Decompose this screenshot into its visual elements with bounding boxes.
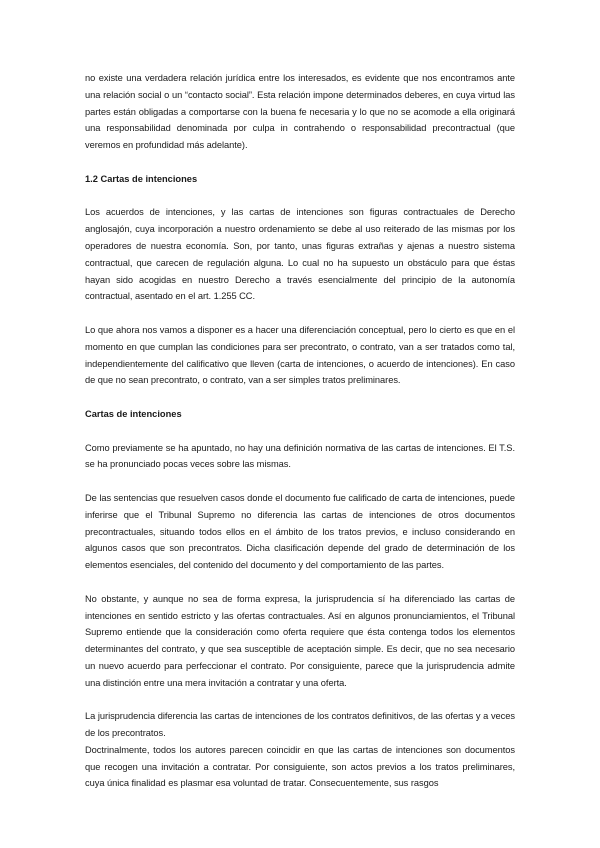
paragraph-diferenciacion: Lo que ahora nos vamos a disponer es a hacer una diferenciación conceptual, pero lo cierto es que en el momento en que cumplan las condiciones para ser precontrato, o contrato, van a ser tratados como tal, independientemente del calificativo que lleven (carta de intenciones, o acuerdo de intenciones). En caso de que no sean precontrato, o contrato, van a ser simples tratos preliminares. — [85, 324, 515, 386]
section-heading-cartas-intenciones: 1.2 Cartas de intenciones — [85, 173, 198, 184]
subheading-cartas-intenciones: Cartas de intenciones — [85, 408, 182, 419]
paragraph-diferencia: La jurisprudencia diferencia las cartas de intenciones de los contratos definitivos, de las ofertas y a veces de los precontratos. — [85, 711, 515, 739]
paragraph-definicion: Como previamente se ha apuntado, no hay una definición normativa de las cartas de intenciones. El T.S. se ha pronunciado pocas veces sobre las mismas. — [85, 442, 515, 470]
paragraph-jurisprudencia: No obstante, y aunque no sea de forma expresa, la jurisprudencia sí ha diferenciado las cartas de intenciones en sentido estricto y las ofertas contractuales. Así en algunos pronunciamientos, el Tribunal Supremo entiende que la consideración como oferta requiere que ésta contenga todos los elementos determinantes del contrato, y que sea susceptible de aceptación simple. Es decir, que no sea necesario un nuevo acuerdo para perfeccionar el contrato. Por consiguiente, parece que la jurisprudencia admite una distinción entre una mera invitación a contratar y una oferta. — [85, 593, 515, 688]
paragraph-sentencias: De las sentencias que resuelven casos donde el documento fue calificado de carta de intenciones, puede inferirse que el Tribunal Supremo no diferencia las cartas de intenciones de otros documentos precontractuales, situando todos ellos en el ámbito de los tratos previos, e incluso considerando en algunos casos que son precontratos. Dicha clasificación depende del grado de determinación de los elementos esenciales, del contenido del documento y del comportamiento de las partes. — [85, 492, 515, 571]
paragraph-acuerdos: Los acuerdos de intenciones, y las cartas de intenciones son figuras contractuales de Derecho anglosajón, cuya incorporación a nuestro ordenamiento se debe al uso reiterado de las mismas por los operadores de nuestra economía. Son, por tanto, unas figuras extrañas y ajenas a nuestro sistema contractual, que carecen de regulación alguna. Lo cual no ha supuesto un obstáculo para que éstas hayan sido acogidas en nuestro Derecho a través esencialmente del principio de la autonomía contractual, asentado en el art. 1.255 CC. — [85, 207, 515, 302]
paragraph-intro: no existe una verdadera relación jurídica entre los interesados, es evidente que nos encontramos ante una relación social o un “contacto social”. Esta relación impone determinados deberes, en cuya virtud las partes están obligadas a comportarse con la buena fe necesaria y lo que no se acomode a ella originará una responsabilidad denominada por culpa in contrahendo o responsabilidad precontractual (que veremos en profundidad más adelante). — [85, 73, 515, 151]
paragraph-doctrina: Doctrinalmente, todos los autores parecen coincidir en que las cartas de intenciones son documentos que recogen una invitación a contratar. Por consiguiente, son actos previos a los tratos preliminares, cuya única finalidad es plasmar esa voluntad de tratar. Consecuentemente, sus rasgos — [85, 744, 515, 789]
